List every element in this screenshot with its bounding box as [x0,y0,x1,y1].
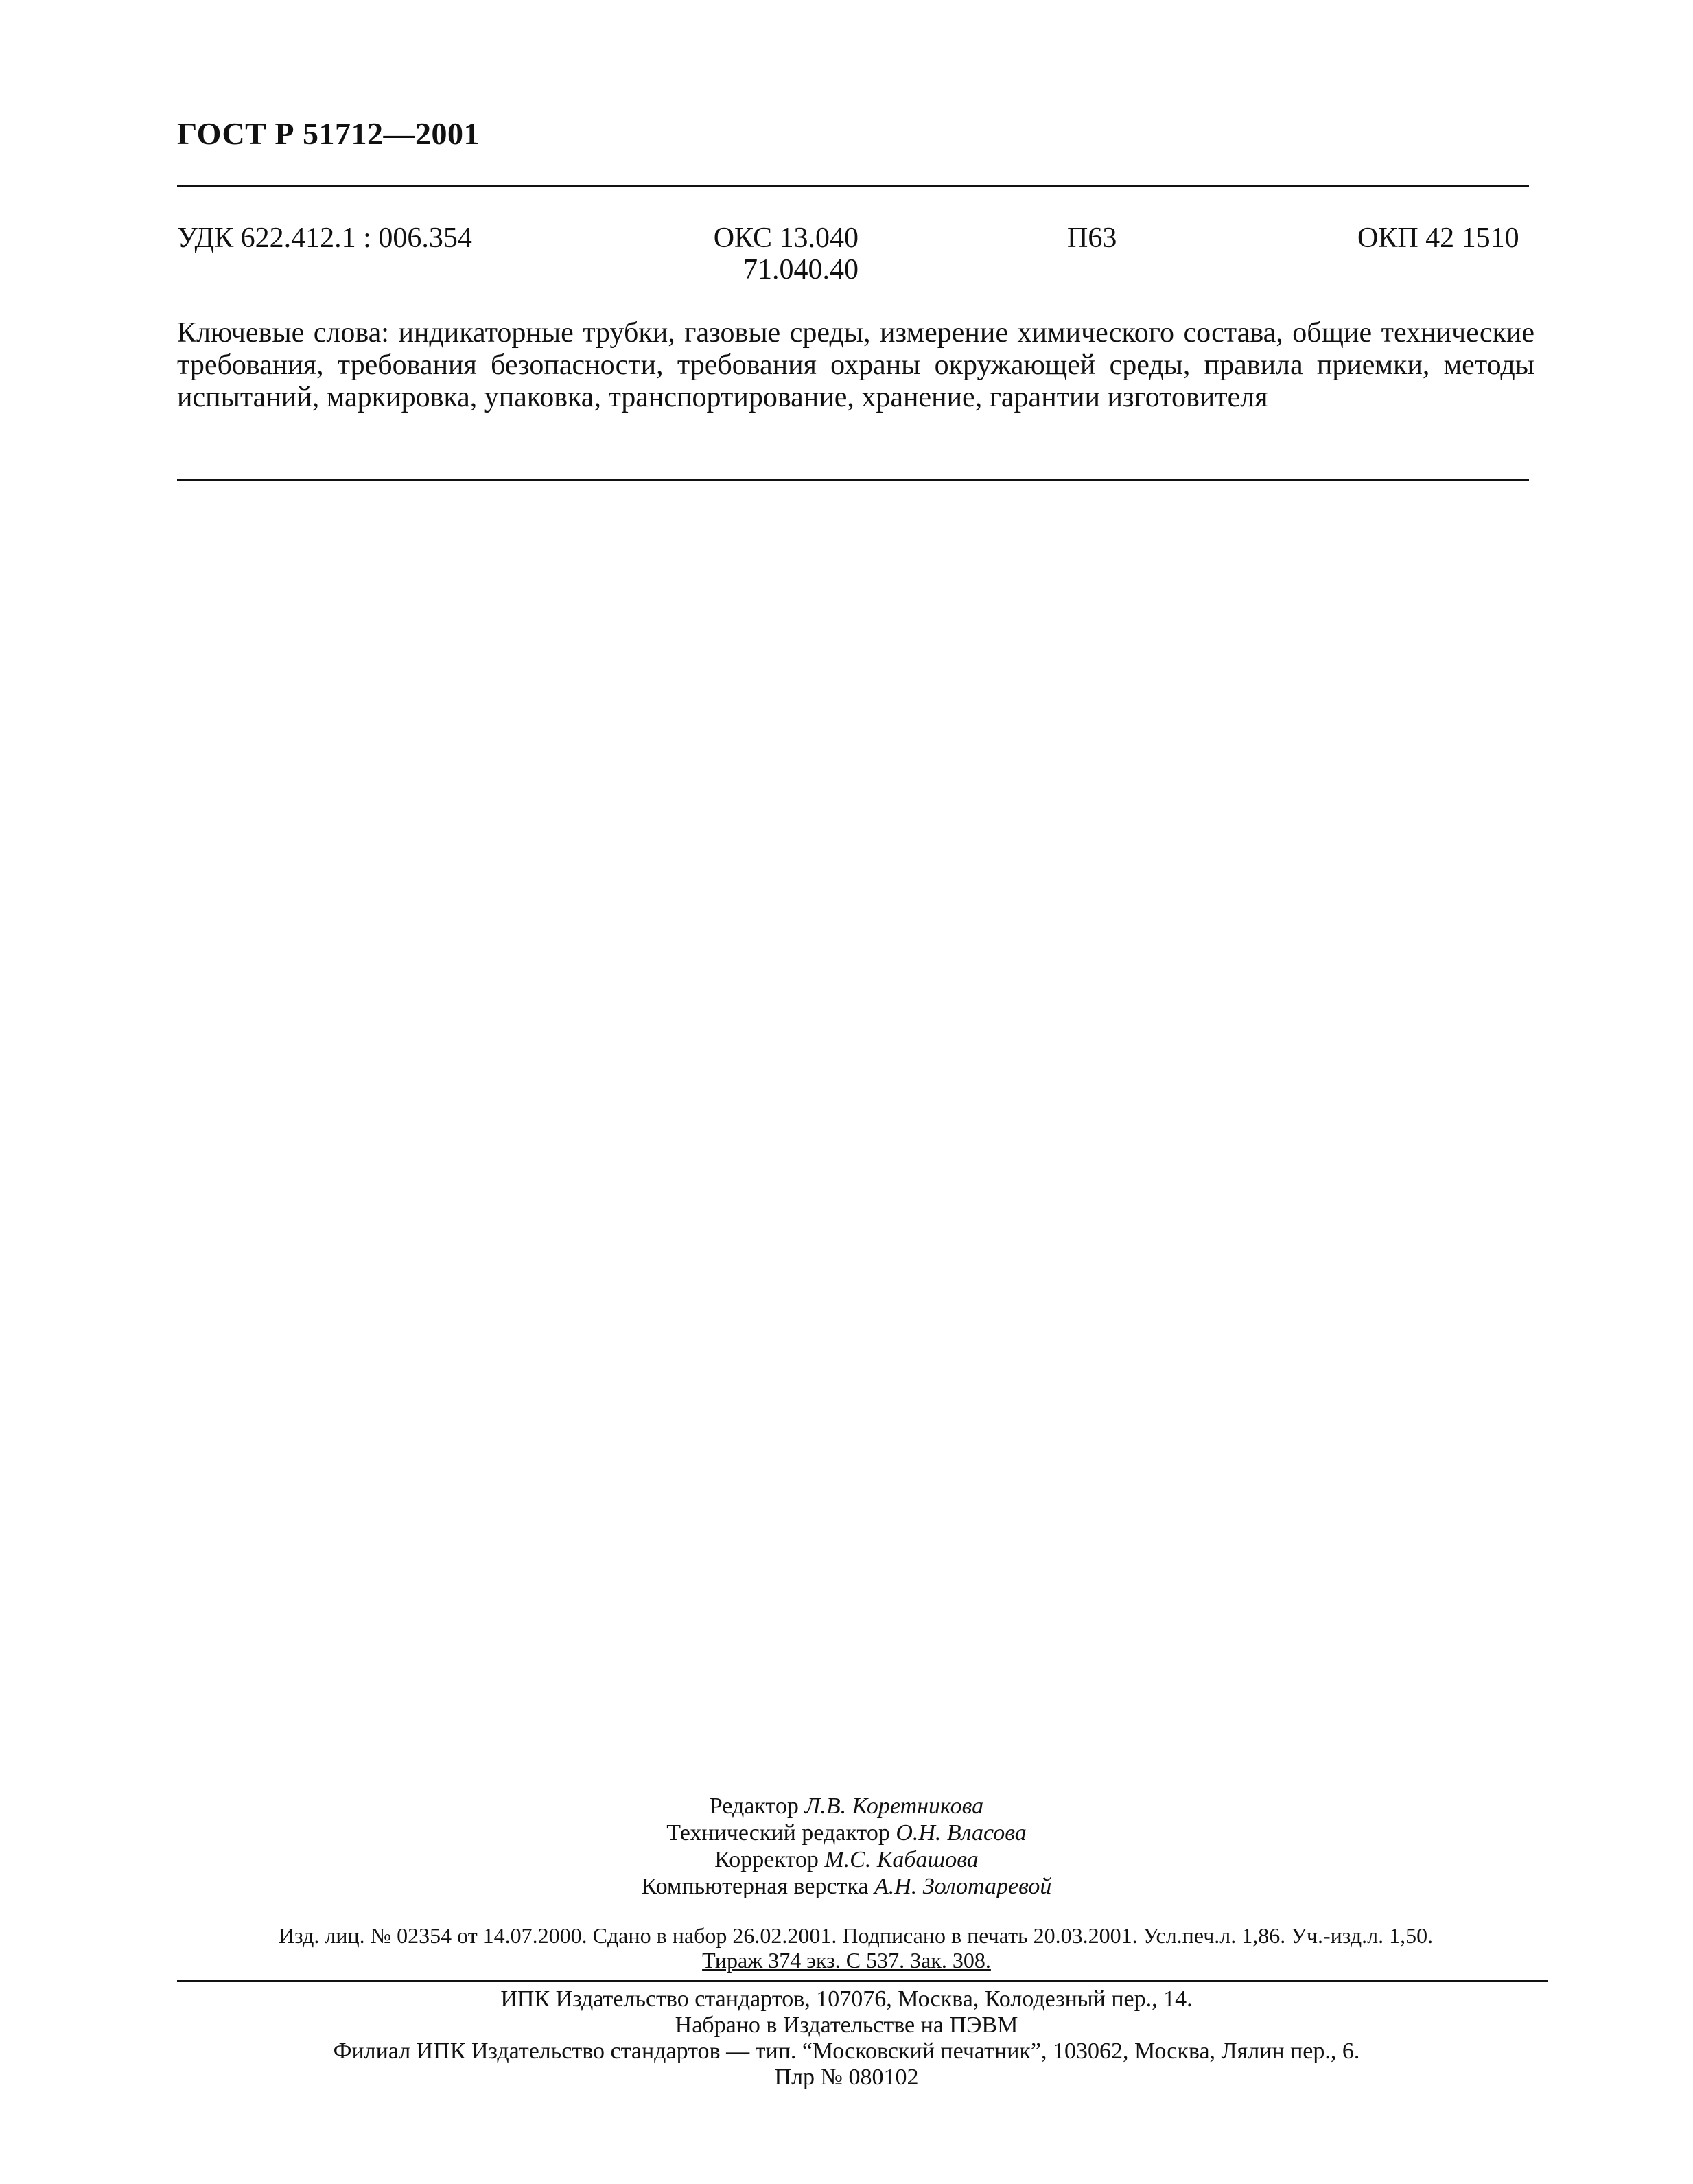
credit-proofreader [0,1846,1693,1873]
credit-layout [0,1873,1693,1900]
imprint-line-1: Изд. лиц. № 02354 от 14.07.2000. Сдано в набор 26.02.2001. Подписано в печать 20.03.2001. Усл.печ.л. 1,86. Уч.-изд.л. 1,50. [278,1923,1434,1948]
credit-role: Технический редактор [666,1820,890,1846]
top-divider [177,185,1529,187]
credit-editor [0,1793,1693,1820]
oks-codes [662,222,859,286]
credit-role: Корректор [714,1847,819,1872]
p-code: П63 [1067,222,1117,254]
credit-person: Л.В. Коретникова [804,1793,984,1819]
publisher-line: Плр № 080102 [774,2065,919,2090]
credit-role: Редактор [709,1793,799,1819]
okp-code: ОКП 42 1510 [1357,222,1519,254]
credit-role: Компьютерная верстка [641,1874,869,1899]
oks-code-line1: ОКС 13.040 [713,222,859,254]
document-code: ГОСТ Р 51712—2001 [177,116,480,151]
oks-code-line2: 71.040.40 [743,254,859,286]
publisher-block [0,1986,1693,2091]
credit-person: М.С. Кабашова [824,1847,979,1872]
keywords-divider [177,479,1529,481]
credit-person: О.Н. Власова [896,1820,1027,1846]
credit-person: А.Н. Золотаревой [874,1874,1052,1899]
udk-code: УДК 622.412.1 : 006.354 [177,222,472,254]
imprint-line-2 [0,1948,1693,1973]
print-run-text: Тираж 374 экз. С 537. Зак. 308. [702,1948,991,1973]
imprint-divider [177,1980,1548,1982]
publisher-line: Набрано в Издательстве на ПЭВМ [675,2012,1018,2038]
publisher-line: Филиал ИПК Издательство стандартов — тип. “Московский печатник”, 103062, Москва, Лялин пер., 6. [333,2038,1360,2064]
keywords-paragraph: Ключевые слова: индикаторные трубки, газовые среды, измерение химического состава, общие технические требования, требования безопасности, требования охраны окружающей среды, правила приемки, методы испытаний, маркировка, упаковка, транспортирование, хранение, гарантии изготовителя [177,317,1534,413]
credit-technical-editor [0,1820,1693,1846]
credits-block [0,1793,1693,1900]
publisher-line: ИПК Издательство стандартов, 107076, Москва, Колодезный пер., 14. [500,1986,1193,2012]
